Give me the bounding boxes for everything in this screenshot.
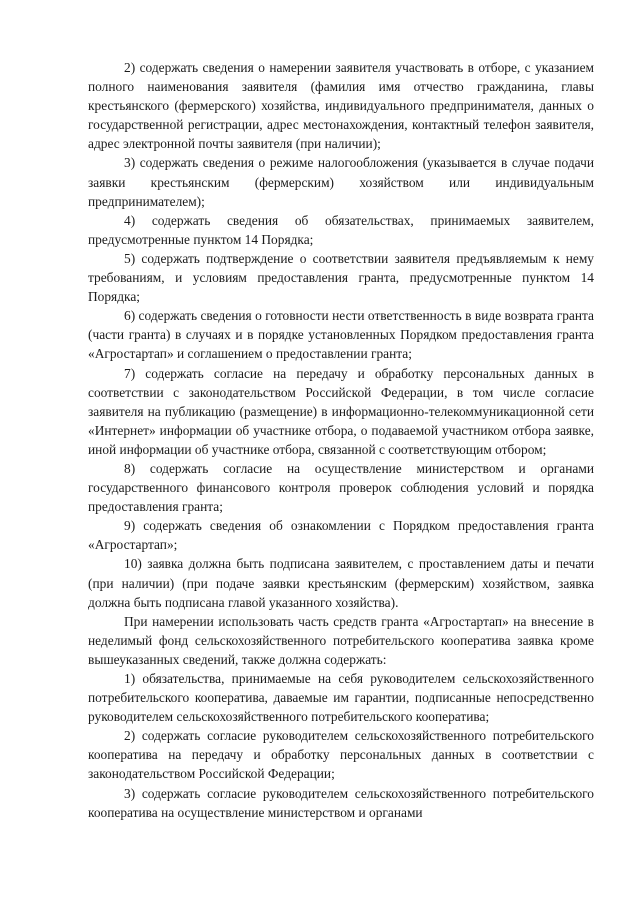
paragraph-coop-item-1: 1) обязательства, принимаемые на себя руководителем сельскохозяйственного потребительского кооператива, даваемые им гарантии, подписанные непосредственно руководителем сельскохозяйственного потребительского кооператива; <box>88 671 594 725</box>
paragraph-item-7: 7) содержать согласие на передачу и обработку персональных данных в соответствии с законодательством Российской Федерации, в том числе согласие заявителя на публикацию (размещение) в информационно-телекоммуникационной сети «Интернет» информации об участнике отбора, о подаваемой участником отбора заявке, иной информации об участнике отбора, связанной с соответствующим отбором; <box>88 365 594 457</box>
paragraph-item-5: 5) содержать подтверждение о соответствии заявителя предъявляемым к нему требованиям, и условиям предоставления гранта, предусмотренные пунктом 14 Порядка; <box>88 250 594 305</box>
paragraph-cooperative-intro: При намерении использовать часть средств гранта «Агростартап» на внесение в неделимый фонд сельскохозяйственного потребительского кооператива заявка кроме вышеуказанных сведений, также должна содержать: <box>88 613 594 667</box>
paragraph-item-9: 9) содержать сведения об ознакомлении с Порядком предоставления гранта «Агростартап»; <box>88 518 594 553</box>
paragraph-coop-item-3: 3) содержать согласие руководителем сельскохозяйственного потребительского кооператива на осуществление министерством и органами <box>88 785 594 820</box>
paragraph-coop-item-2: 2) содержать согласие руководителем сельскохозяйственного потребительского кооператива на передачу и обработку персональных данных в соответствии с законодательством Российской Федерации; <box>88 728 594 782</box>
document-page <box>88 58 594 822</box>
paragraph-item-4: 4) содержать сведения об обязательствах, принимаемых заявителем, предусмотренные пунктом 14 Порядка; <box>88 212 594 247</box>
paragraph-item-3: 3) содержать сведения о режиме налогообложения (указывается в случае подачи заявки крестьянским (фермерским) хозяйством или индивидуальным предпринимателем); <box>88 155 594 209</box>
paragraph-item-2: 2) содержать сведения о намерении заявителя участвовать в отборе, с указанием полного наименования заявителя (фамилия имя отчество гражданина, главы крестьянского (фермерского) хозяйства, индивидуального предпринимателя, данных о государственной регистрации, адрес местонахождения, контактный телефон заявителя, адрес электронной почты заявителя (при наличии); <box>88 60 594 152</box>
paragraph-item-8: 8) содержать согласие на осуществление министерством и органами государственного финансового контроля проверок соблюдения условий и порядка предоставления гранта; <box>88 460 594 515</box>
paragraph-item-6: 6) содержать сведения о готовности нести ответственность в виде возврата гранта (части гранта) в случаях и в порядке установленных Порядком предоставления гранта «Агростартап» и соглашением о предоставлении гранта; <box>88 308 594 362</box>
paragraph-item-10: 10) заявка должна быть подписана заявителем, с проставлением даты и печати (при наличии) (при подаче заявки крестьянским (фермерским) хозяйством, заявка должна быть подписана главой указанного хозяйства). <box>88 556 594 610</box>
